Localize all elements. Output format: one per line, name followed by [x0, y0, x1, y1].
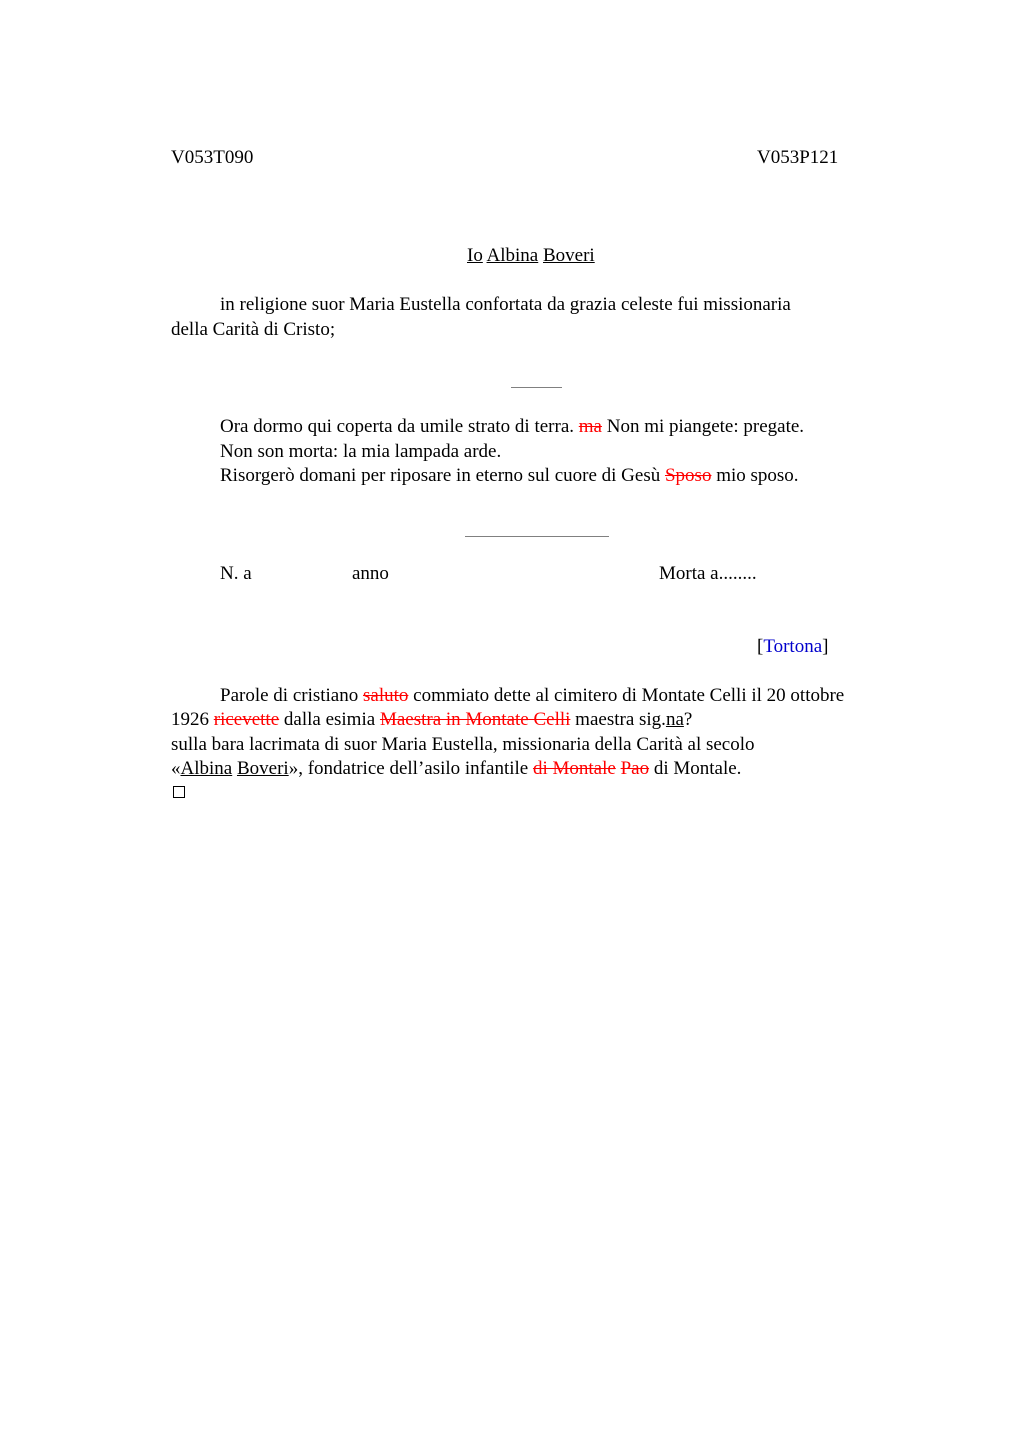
intro-line-1: in religione suor Maria Eustella confortata da grazia celeste fui missionaria — [220, 294, 791, 315]
bracket-close: ] — [822, 636, 829, 657]
deleted-phrase: di Montale — [532, 758, 616, 779]
year-label: anno — [352, 563, 389, 584]
title-word-io: Io — [467, 245, 483, 266]
deleted-word: Pao — [620, 758, 650, 779]
speech-line-2 — [171, 708, 692, 732]
page-title — [467, 244, 595, 268]
epitaph-line-1 — [220, 415, 804, 439]
underlined-name-albina: Albina — [180, 758, 233, 779]
epitaph-line-3 — [220, 464, 799, 488]
place-link[interactable]: Tortona — [763, 636, 823, 657]
speech-line-4-a: « — [171, 758, 181, 779]
epitaph-line-2: Non son morta: la mia lampada arde. — [220, 441, 502, 462]
epitaph-line-1-text-b: Non mi piangete: pregate. — [601, 416, 805, 437]
epitaph-line-3-text-b: mio sposo. — [711, 465, 799, 486]
deleted-word: ma — [578, 416, 602, 437]
speech-line-2-c: maestra sig. — [570, 709, 666, 730]
empty-box-icon — [173, 786, 185, 798]
bracket-open: [ — [757, 636, 764, 657]
speech-line-1-b: commiato dette al cimitero di Montate Celli il 20 ottobre — [408, 685, 845, 706]
speech-line-4-c: di Montale. — [649, 758, 742, 779]
speech-line-1-a: Parole di cristiano — [220, 685, 363, 706]
underlined-name-boveri: Boveri — [236, 758, 289, 779]
long-separator — [465, 536, 609, 537]
epitaph-line-1-text-a: Ora dormo qui coperta da umile strato di terra. — [220, 416, 579, 437]
died-label: Morta a........ — [659, 563, 757, 584]
intro-line-2: della Carità di Cristo; — [171, 319, 336, 340]
right-code: V053P121 — [757, 147, 839, 168]
underlined-abbrev: na — [665, 709, 684, 730]
speech-line-2-d: ? — [683, 709, 693, 730]
title-word-albina: Albina — [486, 245, 539, 266]
title-word-boveri: Boveri — [543, 245, 595, 266]
deleted-phrase: Maestra in Montate Celli — [379, 709, 571, 730]
left-code: V053T090 — [171, 147, 254, 168]
speech-line-4-b: », fondatrice dell’asilo infantile — [288, 758, 533, 779]
place-note — [757, 635, 828, 659]
speech-line-3: sulla bara lacrimata di suor Maria Eustella, missionaria della Carità al secolo — [171, 734, 755, 755]
epitaph-line-3-text-a: Risorgerò domani per riposare in eterno sul cuore di Gesù — [220, 465, 665, 486]
deleted-word: Sposo — [664, 465, 712, 486]
speech-line-2-b: dalla esimia — [279, 709, 380, 730]
deleted-word: ricevette — [213, 709, 280, 730]
speech-line-4 — [171, 757, 741, 781]
born-label: N. a — [220, 563, 252, 584]
deleted-word: saluto — [363, 685, 409, 706]
speech-line-1 — [220, 684, 844, 708]
speech-line-2-a: 1926 — [171, 709, 214, 730]
short-separator — [511, 387, 562, 388]
